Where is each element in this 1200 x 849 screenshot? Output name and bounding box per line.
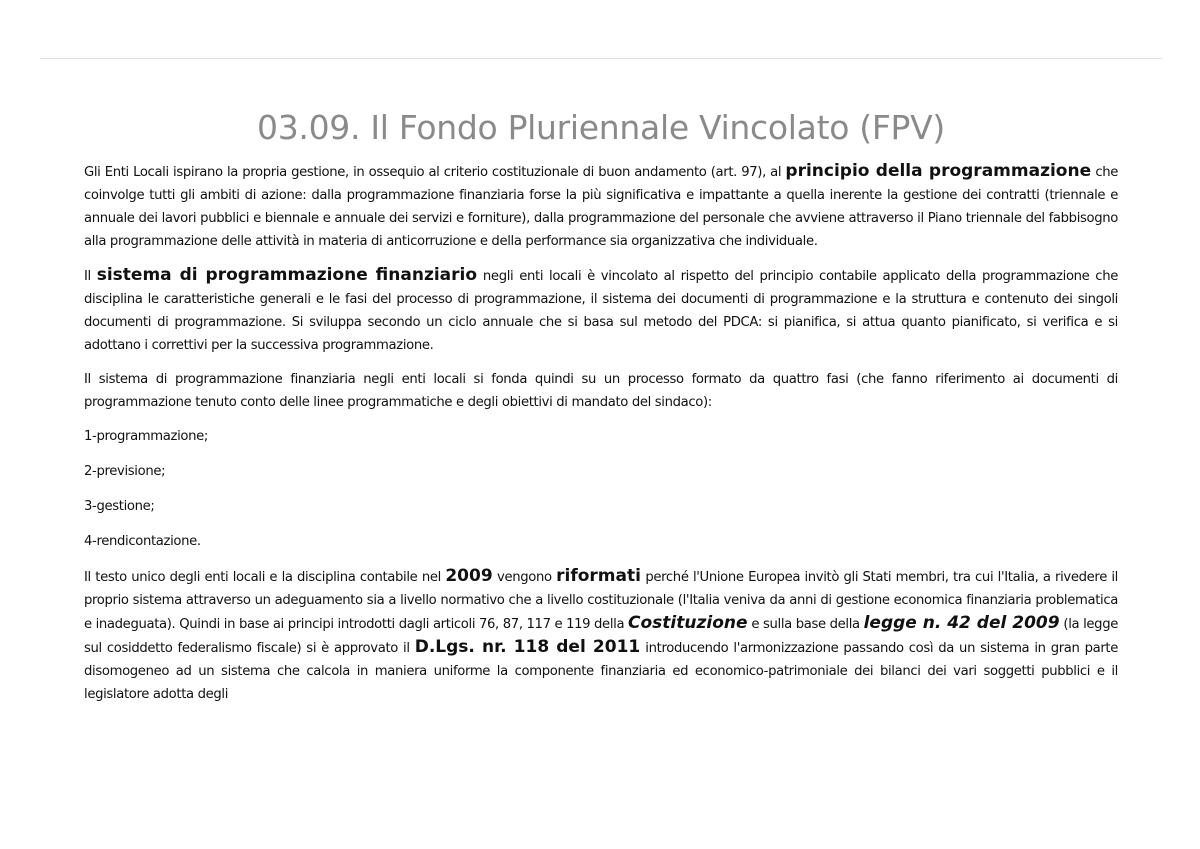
phase-item: 2-previsione; — [84, 464, 166, 479]
paragraph-fasi: Il sistema di programmazione finanziaria negli enti locali si fonda quindi su un processo formato da quattro fasi (che fanno riferimento ai documenti di programmazione tenuto conto delle linee programmatiche e degli obiettivi di mandato del sindaco): — [84, 372, 1118, 410]
p4-text-i: (la legge sul cosiddetto federalismo fiscale) si è approvato il — [84, 617, 1118, 656]
paragraph-sistema — [84, 264, 1118, 357]
phase-item: 1-programmazione; — [84, 429, 208, 444]
p4-costituzione: Costituzione — [628, 613, 748, 633]
p4-text-e: perché l'Unione Europea invitò gli Stati membri, tra cui l'Italia, a rivedere il proprio sistema attraverso un adeguamento sia a livello normativo che a livello costituzionale (l'Italia veniva da anni di gestione economica finanziaria problematica e inadeguata). Quindi in base ai principi introdotti dagli articoli 76, 87, 117 e 119 della — [84, 570, 1118, 632]
p2-highlight: sistema di programmazione finanziario — [96, 265, 478, 285]
paragraph-programmazione — [84, 160, 1118, 253]
p2-text-a: Il — [84, 269, 97, 284]
header-divider — [40, 58, 1162, 59]
p4-text-k: introducendo l'armonizzazione passando così da un sistema in gran parte disomogeneo ad un sistema che calcola in maniera uniforme la componente finanziaria ed economico-patrimoniale dei bilanci dei vari soggetti pubblici e il legislatore adotta degli — [84, 641, 1119, 702]
p4-text-c: vengono — [492, 570, 557, 585]
p4-text-g: e sulla base della — [747, 617, 864, 632]
p4-text-a: Il testo unico degli enti locali e la disciplina contabile nel — [84, 570, 446, 585]
p1-highlight: principio della programmazione — [785, 161, 1092, 181]
phase-item: 4-rendicontazione. — [84, 534, 201, 549]
p1-text-a: Gli Enti Locali ispirano la propria gestione, in ossequio al criterio costituzionale di buon andamento (art. 97), al — [84, 165, 786, 180]
p1-text-c: che coinvolge tutti gli ambiti di azione: dalla programmazione finanziaria forse la più significativa e impattante a quella inerente la gestione dei contratti (triennale e annuale dei lavori pubblici e biennale e annuale dei servizi e forniture), dalla programmazione del personale che avviene attraverso il Piano triennale del fabbisogno alla programmazione delle attività in materia di anticorruzione e della performance sia organizzativa che individuale. — [84, 165, 1119, 249]
page-title: 03.09. Il Fondo Pluriennale Vincolato (FPV) — [257, 108, 945, 147]
p4-legge: legge n. 42 del 2009 — [863, 613, 1060, 633]
phase-item: 3-gestione; — [84, 499, 155, 514]
p4-riformati: riformati — [556, 566, 641, 586]
paragraph-riforma — [84, 565, 1118, 706]
p4-dlgs: D.Lgs. nr. 118 del 2011 — [414, 637, 641, 657]
document-body — [84, 104, 1118, 717]
p2-text-c: negli enti locali è vincolato al rispetto del principio contabile applicato della programmazione che disciplina le caratteristiche generali e le fasi del processo di programmazione, il sistema dei documenti di programmazione e la struttura e contenuto dei singoli documenti di programmazione. Si sviluppa secondo un ciclo annuale che si basa sul metodo del PDCA: si pianifica, si attua quanto pianificato, si verifica e si adottano i correttivi per la successiva programmazione. — [84, 269, 1118, 353]
p4-year: 2009 — [445, 566, 493, 586]
